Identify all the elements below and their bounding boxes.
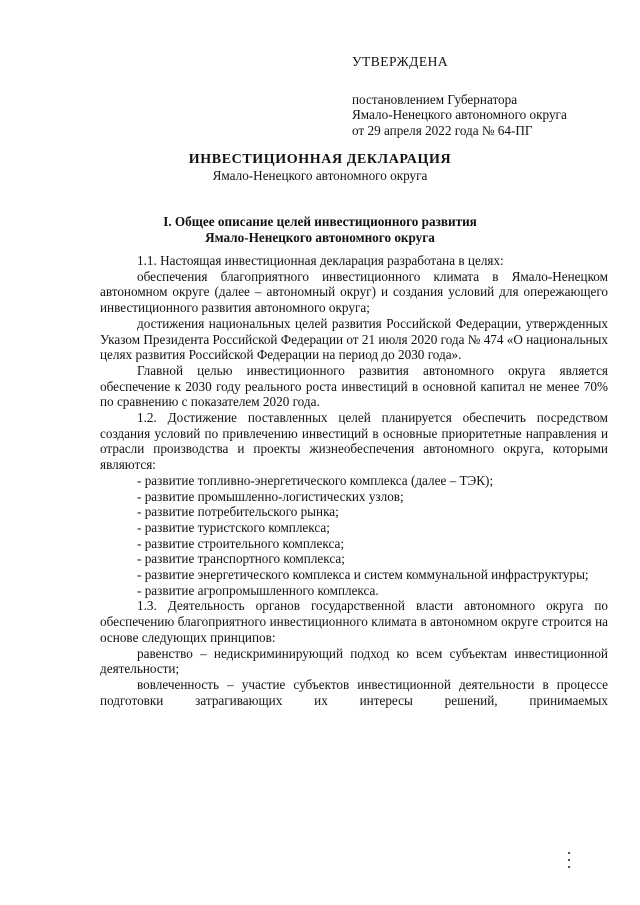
document-heading xyxy=(0,152,640,183)
document-subtitle: Ямало-Ненецкого автономного округа xyxy=(212,167,428,183)
section-title-line: Ямало-Ненецкого автономного округа xyxy=(205,229,435,245)
paragraph: 1.1. Настоящая инвестиционная декларация разработана в целях: xyxy=(137,253,504,268)
paragraph: равенство – недискриминирующий подход ко всем субъектам инвестиционной деятельности; xyxy=(100,645,608,677)
approval-title: УТВЕРЖДЕНА xyxy=(352,54,449,69)
scan-speck xyxy=(568,852,570,870)
paragraph: обеспечения благоприятного инвестиционного климата в Ямало-Ненецком автономном округе (далее – автономный округ) и создания условий для опережающего инвестиционного развития автономного округа; xyxy=(100,268,608,316)
section-title-line: I. Общее описание целей инвестиционного развития xyxy=(163,214,477,229)
paragraph: вовлеченность – участие субъектов инвестиционной деятельности в процессе подготовки затрагивающих их интересы решений, принимаемых xyxy=(100,676,608,708)
paragraph: Главной целью инвестиционного развития автономного округа является обеспечение к 2030 году реального роста инвестиций в основной капитал не менее 70% по сравнению с показателем 2020 года. xyxy=(100,362,608,410)
list-item: - развитие туристского комплекса; xyxy=(137,519,330,535)
approval-line: Ямало-Ненецкого автономного округа xyxy=(352,107,567,123)
document-title: ИНВЕСТИЦИОННАЯ ДЕКЛАРАЦИЯ xyxy=(188,152,452,167)
list-item: - развитие энергетического комплекса и систем коммунальной инфраструктуры; xyxy=(137,567,589,583)
list-item: - развитие потребительского рынка; xyxy=(137,504,339,520)
list-item: - развитие строительного комплекса; xyxy=(137,535,344,551)
paragraph: 1.3. Деятельность органов государственной власти автономного округа по обеспечению благоприятного инвестиционного климата в автономном округе строится на основе следующих принципов: xyxy=(100,598,608,645)
approval-line: постановлением Губернатора xyxy=(352,91,518,107)
list-item: - развитие агропромышленного комплекса. xyxy=(137,582,379,598)
paragraph: достижения национальных целей развития Российской Федерации, утвержденных Указом Президента Российской Федерации от 21 июля 2020 года № 474 «О национальных целях развития Российской Федерации на период до 2030 года». xyxy=(100,315,608,363)
list-item: - развитие промышленно-логистических узлов; xyxy=(137,488,404,504)
approval-line: от 29 апреля 2022 года № 64-ПГ xyxy=(352,123,533,139)
document-body xyxy=(100,253,608,708)
list-item: - развитие топливно-энергетического комплекса (далее – ТЭК); xyxy=(137,472,494,488)
list-item: - развитие транспортного комплекса; xyxy=(137,551,345,567)
approval-stamp xyxy=(352,54,567,139)
section-heading xyxy=(0,214,640,245)
paragraph: 1.2. Достижение поставленных целей планируется обеспечить посредством создания условий по привлечению инвестиций в основные приоритетные направления и отрасли производства и проекты жизнеобеспечения автономного округа, которыми являются: xyxy=(100,410,608,473)
